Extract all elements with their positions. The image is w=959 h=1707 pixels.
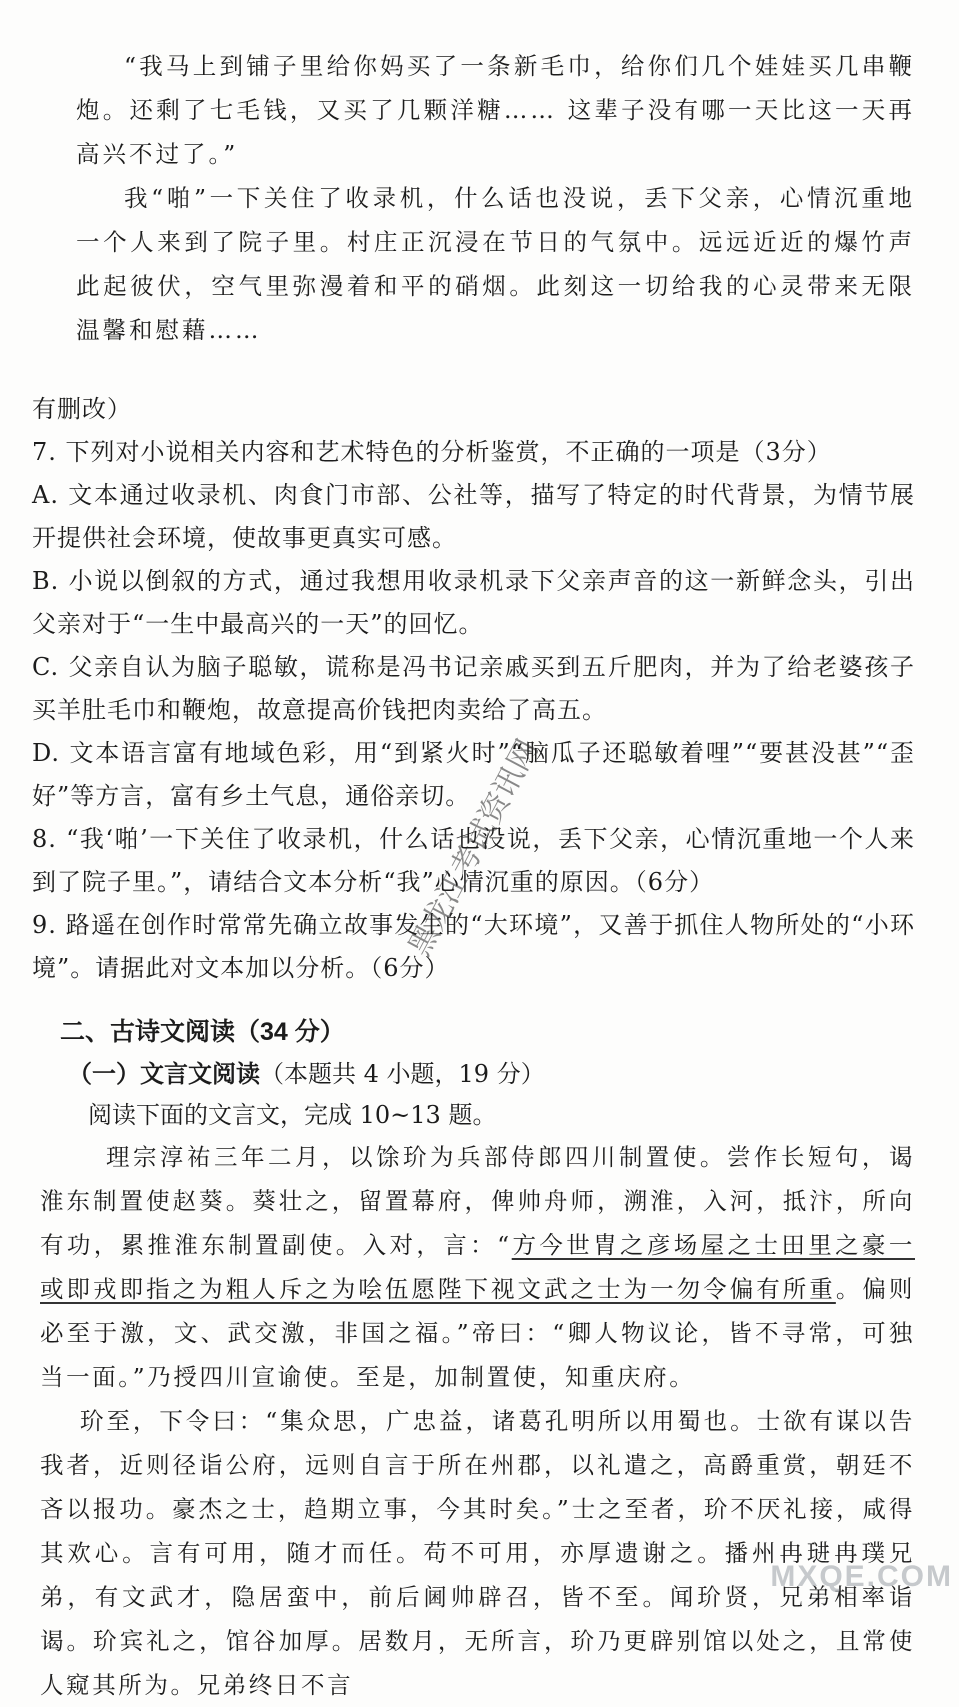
classical-text: 。偏则必至于激，文、武交激，非国之福。”帝曰：“卿人物议论，皆不寻常，可独当一面。”乃授四川宣谕使。至是，加制置使，知重庆府。 [40,1275,915,1391]
subsection-detail: （本题共 4 小题，19 分） [260,1060,545,1088]
section-title: 二、古诗文阅读（34 分） [60,1018,345,1046]
novel-paragraph-2: 我“啪”一下关住了收录机，什么话也没说，丢下父亲，心情沉重地一个人来到了院子里。村庄正沉浸在节日的气氛中。远远近近的爆竹声此起彼伏，空气里弥漫着和平的硝烟。此刻这一切给我的心灵带来无限温馨和慰藉…… [76,184,915,344]
logo-brand-text: MXQE.COM [770,1560,953,1593]
diagonal-watermark: 黑龙江考试资讯网 [402,733,546,963]
question-7: 7. 下列对小说相关内容和艺术特色的分析鉴赏，不正确的一项是（3分） [32,438,832,466]
question-7-option-c: C. 父亲自认为脑子聪敏，谎称是冯书记亲戚买到五斤肥肉，并为了给老婆孩子买羊肚毛巾和鞭炮，故意提高价钱把肉卖给了高五。 [32,653,915,724]
spacer [32,990,915,1004]
reading-task: 阅读下面的文言文，完成 10~13 题。 [88,1101,497,1129]
source-note: 有删改） [32,395,132,423]
novel-paragraph-1: “我马上到铺子里给你妈买了一条新毛巾，给你们几个娃娃买几串鞭炮。还剩了七毛钱，又买了几颗洋糖…… 这辈子没有哪一天比这一天再高兴不过了。” [76,52,915,168]
subsection-label: （一）文言文阅读 [68,1061,260,1088]
classical-paragraph-2: 玠至，下令曰：“集众思，广忠益，诸葛孔明所以用蜀也。士欲有谋以告我者，近则径诣公府，远则自言于所在州郡，以礼遣之，高爵重赏，朝廷不吝以报功。豪杰之士，趋期立事，今其时矣。”士之至者，玠不厌礼接，咸得其欢心。言有可用，随才而任。苟不可用，亦厚遗谢之。播州冉琎冉璞兄弟，有文武才，隐居蛮中，前后阃帅辟召，皆不至。闻玠贤，兄弟相率诣谒。玠宾礼之，馆谷加厚。居数月，无所言，玠乃更辟别馆以处之，且常使人窥其所为。兄弟终日不言 [40,1407,915,1699]
question-7-option-b: B. 小说以倒叙的方式，通过我想用收录机录下父亲声音的这一新鲜念头，引出父亲对于“一生中最高兴的一天”的回忆。 [32,567,915,638]
question-8: 8. “我‘啪’一下关住了收录机，什么话也没说，丢下父亲，心情沉重地一个人来到了院子里。”，请结合文本分析“我”心情沉重的原因。（6分） [32,825,915,896]
question-7-option-d: D. 文本语言富有地域色彩，用“到紧火时”“脑瓜子还聪敏着哩”“要甚没甚”“歪好”等方言，富有乡土气息，通俗亲切。 [32,739,915,810]
classical-text: 理宗淳祐三年二月，以馀玠为兵部侍郎四川制置使。尝作长短句，谒淮东制置使赵葵。葵壮之，留置幕府，俾帅舟师，溯淮，入河，抵汴，所向有功，累推淮东制置副使。入对，言：“ [40,1143,915,1259]
subsection-title [32,1054,915,1095]
question-7-option-a: A. 文本通过收录机、肉食门市部、公社等，描写了特定的时代背景，为情节展开提供社会环境，使故事更真实可感。 [32,481,915,552]
classical-paragraph-1 [32,1135,915,1399]
spacer [32,352,915,388]
question-9: 9. 路遥在创作时常常先确立故事发生的“大环境”，又善于抓住人物所处的“小环境”。请据此对文本加以分析。（6分） [32,911,915,982]
underlined-sentence: 方今世胄之彦场屋之士田里之豪一或即戎即指之为粗人斥之为哙伍愿陛下视文武之士为一勿令偏有所重 [40,1231,915,1303]
